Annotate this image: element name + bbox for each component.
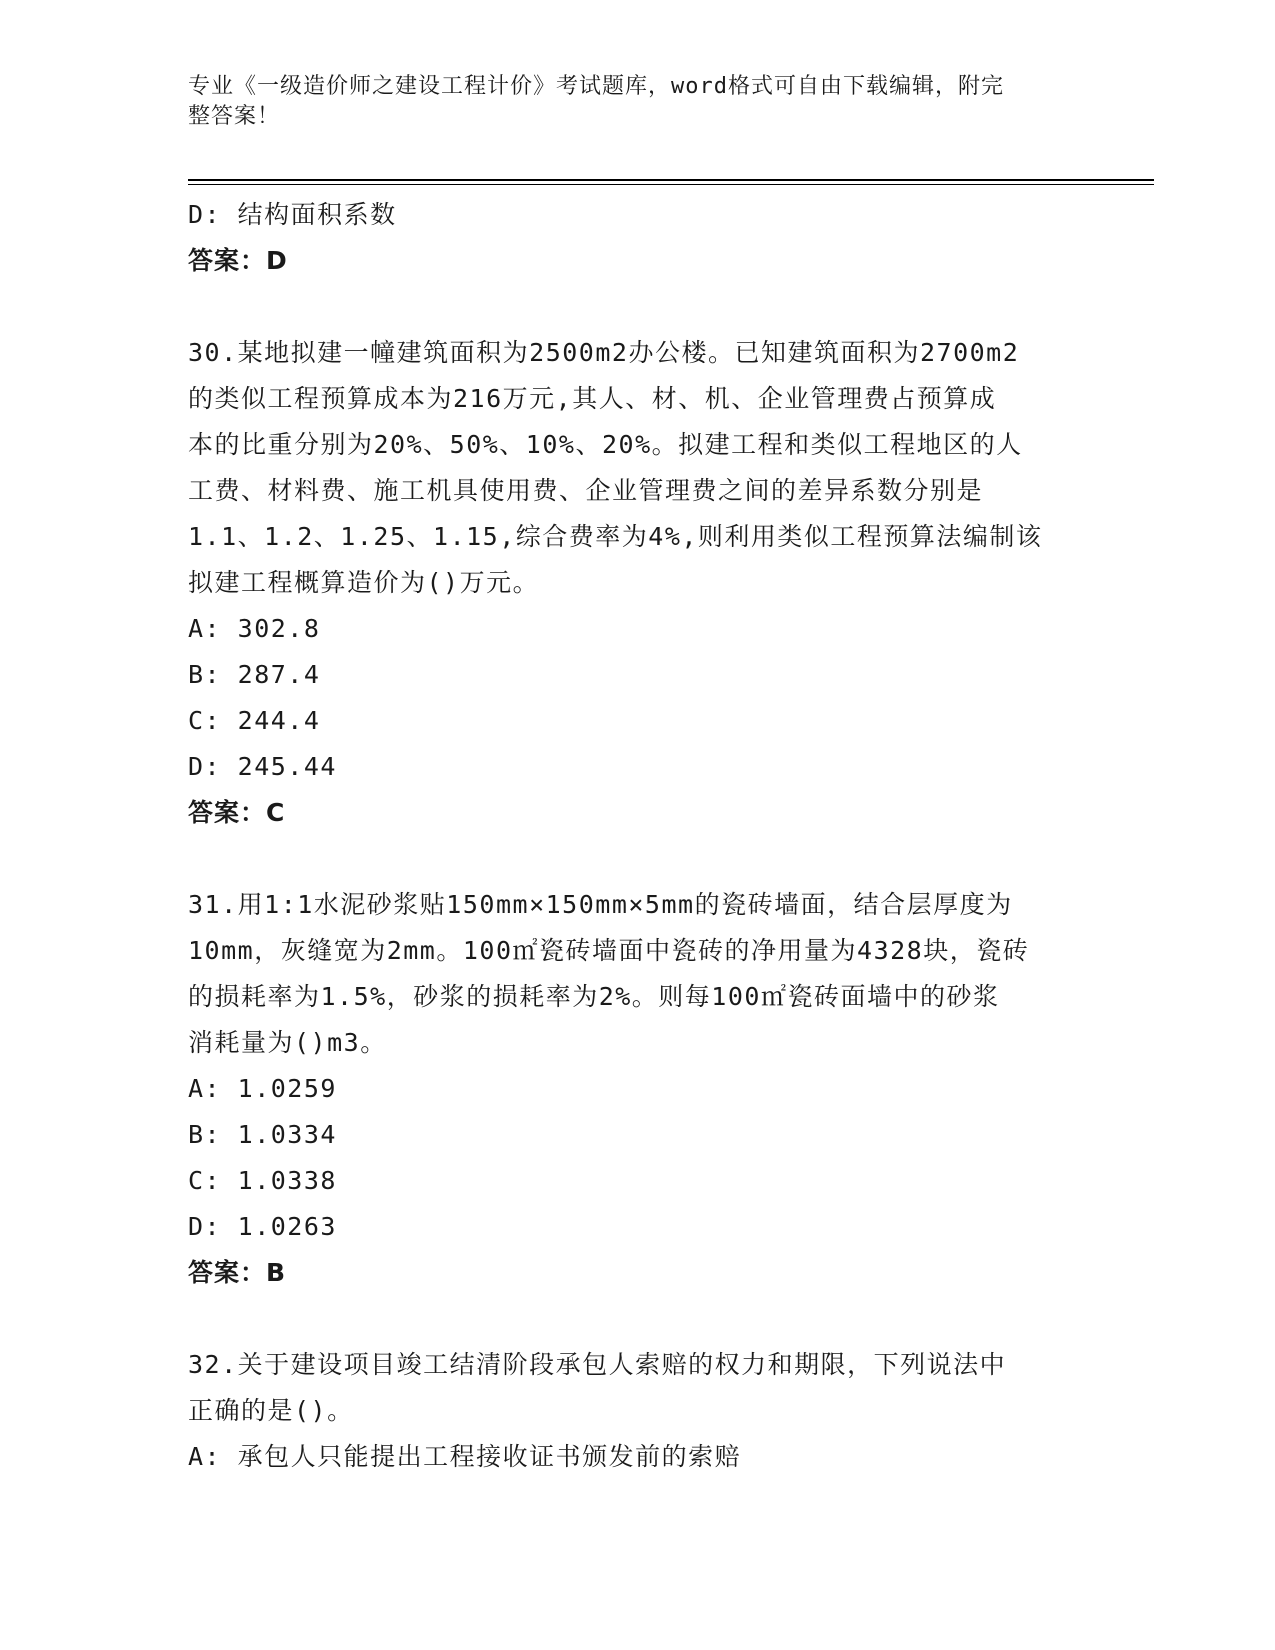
page-header — [188, 72, 1068, 132]
q31-stem-line: 31.用1:1水泥砂浆贴150mm×150mm×5mm的瓷砖墙面，结合层厚度为 — [188, 890, 1013, 919]
q30-stem-line: 1.1、1.2、1.25、1.15,综合费率为4%,则利用类似工程预算法编制该 — [188, 522, 1043, 551]
spacer — [188, 1296, 1088, 1342]
header-line-2: 整答案！ — [188, 104, 281, 129]
q30-answer: 答案：C — [188, 798, 286, 827]
q31-option-d: D: 1.0263 — [188, 1212, 337, 1241]
prev-answer: 答案：D — [188, 246, 288, 275]
q32-stem-line: 正确的是()。 — [188, 1396, 354, 1425]
q30-stem-line: 本的比重分别为20%、50%、10%、20%。拟建工程和类似工程地区的人 — [188, 430, 1023, 459]
spacer — [188, 836, 1088, 882]
question-31 — [188, 882, 1088, 1296]
q30-stem-line: 的类似工程预算成本为216万元,其人、材、机、企业管理费占预算成 — [188, 384, 997, 413]
header-rule-thick — [188, 179, 1154, 181]
q30-option-a: A: 302.8 — [188, 614, 321, 643]
question-content — [188, 192, 1088, 1480]
spacer — [188, 284, 1088, 330]
q30-stem-line: 30.某地拟建一幢建筑面积为2500m2办公楼。已知建筑面积为2700m2 — [188, 338, 1020, 367]
q30-stem-line: 拟建工程概算造价为()万元。 — [188, 568, 540, 597]
question-30 — [188, 330, 1088, 836]
q31-option-b: B: 1.0334 — [188, 1120, 337, 1149]
q30-option-c: C: 244.4 — [188, 706, 321, 735]
q32-option-a: A: 承包人只能提出工程接收证书颁发前的索赔 — [188, 1442, 742, 1471]
q31-stem-line: 的损耗率为1.5%，砂浆的损耗率为2%。则每100㎡瓷砖面墙中的砂浆 — [188, 982, 1000, 1011]
prev-option-d: D: 结构面积系数 — [188, 200, 397, 229]
q32-stem-line: 32.关于建设项目竣工结清阶段承包人索赔的权力和期限，下列说法中 — [188, 1350, 1007, 1379]
header-line-1: 专业《一级造价师之建设工程计价》考试题库，word格式可自由下载编辑，附完 — [188, 74, 1004, 99]
q31-answer: 答案：B — [188, 1258, 287, 1287]
q31-stem-line: 10mm，灰缝宽为2mm。100㎡瓷砖墙面中瓷砖的净用量为4328块，瓷砖 — [188, 936, 1030, 965]
q31-stem-line: 消耗量为()m3。 — [188, 1028, 387, 1057]
question-32 — [188, 1342, 1088, 1480]
q31-option-c: C: 1.0338 — [188, 1166, 337, 1195]
q31-option-a: A: 1.0259 — [188, 1074, 337, 1103]
header-rule-thin — [188, 184, 1154, 185]
q30-stem-line: 工费、材料费、施工机具使用费、企业管理费之间的差异系数分别是 — [188, 476, 984, 505]
q30-option-b: B: 287.4 — [188, 660, 321, 689]
q30-option-d: D: 245.44 — [188, 752, 337, 781]
